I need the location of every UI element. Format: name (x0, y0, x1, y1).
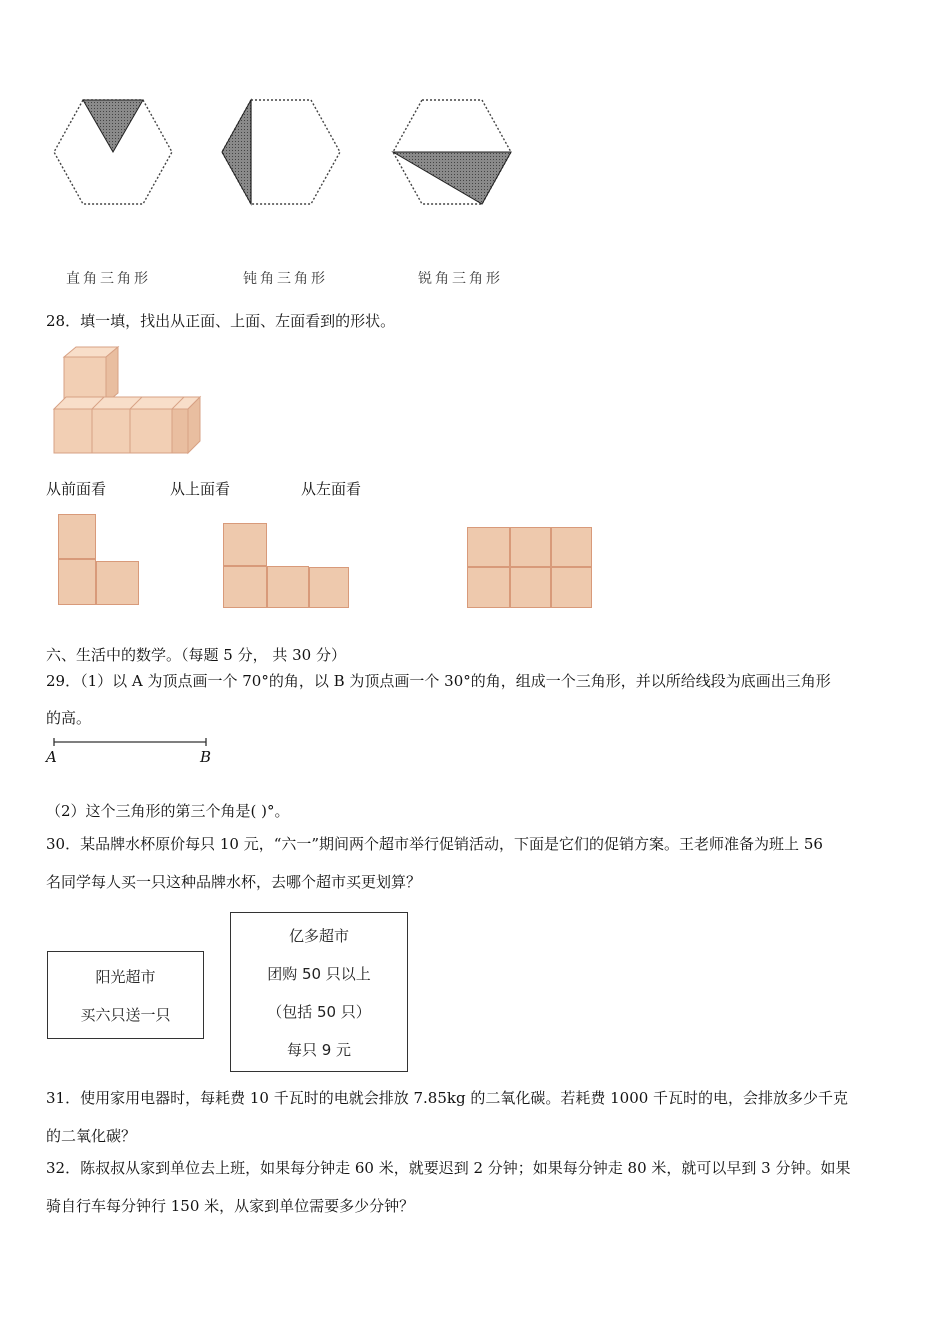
q29-part2: （2）这个三角形的第三个角是( )°。 (46, 802, 290, 820)
hexagon-label-acute: 锐角三角形 (418, 271, 503, 287)
q30-line2: 名同学每人买一只这种品牌水杯，去哪个超市买更划算？ (46, 873, 422, 891)
hexagon-figures (40, 90, 540, 215)
point-b-label: B (200, 748, 212, 766)
view-label-left: 从左面看 (301, 480, 362, 498)
hexagon-label-right: 直角三角形 (66, 271, 151, 287)
store-yangguang-box (47, 951, 204, 1039)
q32-line1: 32．陈叔叔从家到单位去上班，如果每分钟走 60 米，就要迟到 2 分钟；如果每分钟走 80 米，就可以早到 3 分钟。如果 (46, 1159, 851, 1177)
store-yangguang-name: 阳光超市 (95, 968, 156, 986)
q29-line1: 29．（1）以 A 为顶点画一个 70°的角，以 B 为顶点画一个 30°的角，组成一个三角形，并以所给线段为底画出三角形 (46, 672, 831, 690)
store-yiduo-name: 亿多超市 (288, 927, 349, 945)
store-yangguang-offer: 买六只送一只 (80, 1006, 171, 1024)
hexagon-right-triangle (54, 100, 172, 204)
section-6-title: 六、生活中的数学。（每题 5 分， 共 30 分） (46, 646, 346, 664)
hexagon-acute-triangle (393, 100, 511, 204)
view-label-top: 从上面看 (170, 480, 231, 498)
store-yiduo-line3: 每只 9 元 (286, 1041, 352, 1059)
q31-line2: 的二氧化碳？ (46, 1127, 137, 1145)
q31-line1: 31．使用家用电器时，每耗费 10 千瓦时的电就会排放 7.85kg 的二氧化碳。若耗费 1000 千瓦时的电，会排放多少千克 (46, 1089, 849, 1107)
store-yiduo-line1: 团购 50 只以上 (267, 965, 371, 983)
cube-stack-figure (48, 345, 208, 457)
store-yiduo-line2: （包括 50 只） (267, 1003, 371, 1021)
q29-line2: 的高。 (46, 709, 92, 727)
q32-line2: 骑自行车每分钟行 150 米，从家到单位需要多少分钟？ (46, 1197, 415, 1215)
store-yiduo-box (230, 912, 408, 1072)
hexagon-label-obtuse: 钝角三角形 (243, 271, 328, 287)
q30-line1: 30．某品牌水杯原价每只 10 元，“六一”期间两个超市举行促销活动，下面是它们的促销方案。王老师准备为班上 56 (46, 835, 823, 853)
point-a-label: A (46, 748, 57, 766)
segment-ab (46, 736, 226, 772)
hexagon-obtuse-triangle (222, 100, 340, 204)
q28-text: 28．填一填，找出从正面、上面、左面看到的形状。 (46, 312, 396, 330)
view-label-front: 从前面看 (46, 480, 107, 498)
